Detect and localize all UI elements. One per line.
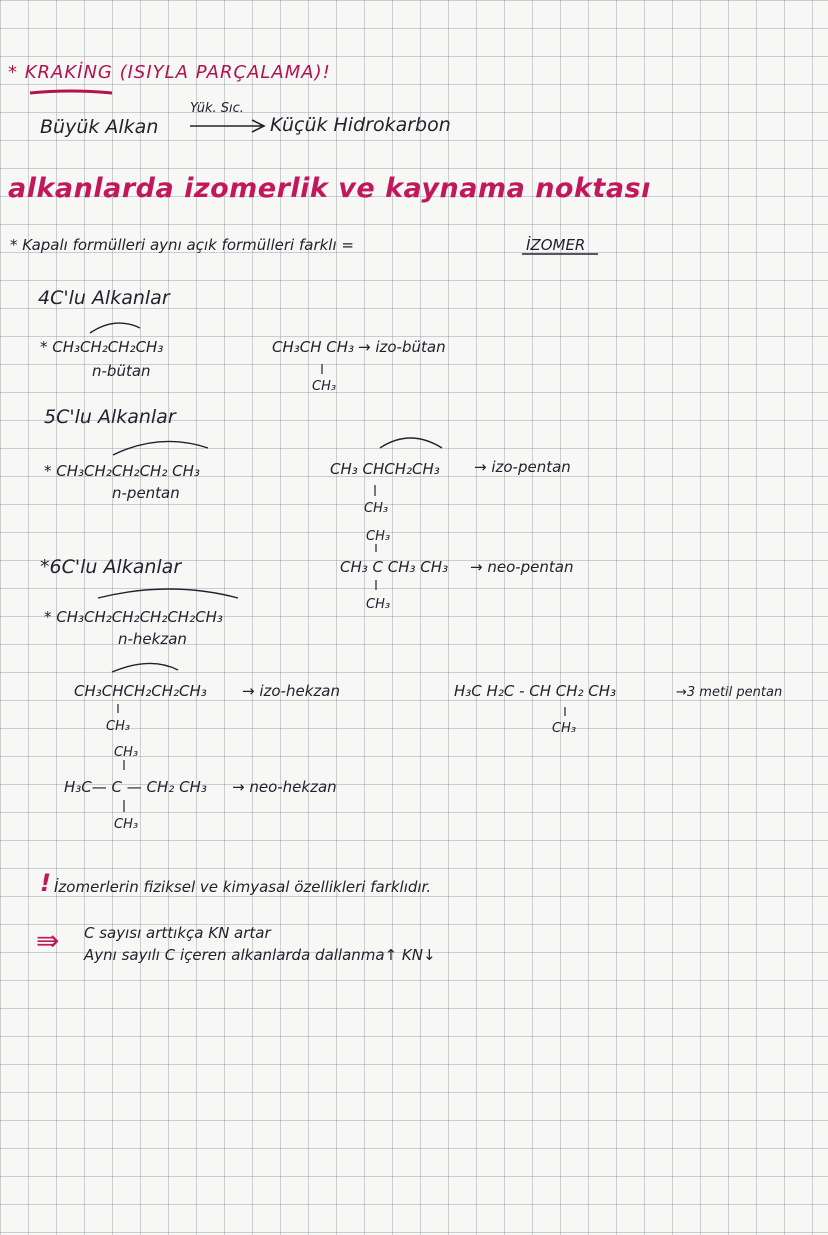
c4-n-formula: * CH₃CH₂CH₂CH₃ (40, 338, 164, 356)
note-exclaim: ! (40, 869, 51, 897)
c6-neo-name: → neo-hekzan (232, 778, 337, 796)
c6-n-formula: * CH₃CH₂CH₂CH₂CH₂CH₃ (44, 608, 223, 626)
c6-iso-formula: CH₃CHCH₂CH₂CH₃ (74, 682, 207, 700)
c6-methyl-name: →3 metil pentan (676, 685, 783, 700)
isomer-definition: * Kapalı formülleri aynı açık formülleri farklı = (10, 236, 354, 254)
c5-neo-bottom: CH₃ (366, 597, 391, 612)
page-heading: alkanlarda izomerlik ve kaynama noktası (8, 173, 651, 204)
c5-neo-top: CH₃ (366, 529, 391, 544)
c6-neo-top: CH₃ (114, 745, 139, 760)
c6-neo-bottom: CH₃ (114, 817, 139, 832)
cracking-reactant: Büyük Alkan (40, 116, 159, 138)
c4-iso-branch: CH₃ (312, 379, 337, 394)
c6-methyl-branch: CH₃ (552, 721, 577, 736)
c5-iso-formula: CH₃ CHCH₂CH₃ (330, 460, 440, 478)
nbutan-arc (90, 323, 140, 333)
c6-methyl-formula: H₃C H₂C - CH CH₂ CH₃ (454, 682, 617, 700)
c5-iso-name: → izo-pentan (474, 458, 571, 476)
ipentan-arc-left (113, 441, 208, 455)
c5-neo-name: → neo-pentan (470, 558, 574, 576)
c4-title: 4C'lu Alkanlar (38, 287, 170, 309)
isomer-term: İZOMER (526, 236, 586, 254)
c5-iso-branch: CH₃ (364, 501, 389, 516)
cracking-title: * KRAKİNG (ISIYLA PARÇALAMA)! (8, 62, 331, 83)
c6-neo-formula: H₃C— C — CH₂ CH₃ (64, 778, 207, 796)
izohekzan-arc (112, 663, 178, 672)
c6-n-name: n-hekzan (118, 630, 187, 648)
c6-title: *6C'lu Alkanlar (40, 556, 182, 578)
cracking-condition: Yük. Sıc. (190, 101, 244, 116)
c6-iso-name: → izo-hekzan (242, 682, 340, 700)
double-arrow-icon: ⇛ (36, 924, 60, 957)
cracking-product: Küçük Hidrokarbon (270, 114, 451, 136)
c6-iso-branch: CH₃ (106, 719, 131, 734)
hekzan-arc (98, 589, 238, 598)
isomer-note: İzomerlerin fiziksel ve kimyasal özellikleri farklıdır. (54, 878, 432, 896)
c4-iso-formula: CH₃CH CH₃ (272, 338, 355, 356)
reaction-arrow (190, 120, 264, 132)
c4-iso-name: → izo-bütan (358, 338, 446, 356)
ipentan-arc-right (380, 438, 442, 448)
rule-branching: Aynı sayılı C içeren alkanlarda dallanma↑ KN↓ (84, 946, 436, 964)
rule-carbon-count: C sayısı arttıkça KN artar (84, 924, 271, 942)
title-underline (30, 91, 112, 93)
c5-n-formula: * CH₃CH₂CH₂CH₂ CH₃ (44, 462, 200, 480)
c5-neo-formula: CH₃ C CH₃ CH₃ (340, 558, 449, 576)
c4-n-name: n-bütan (92, 362, 151, 380)
c5-title: 5C'lu Alkanlar (44, 406, 176, 428)
c5-n-name: n-pentan (112, 484, 180, 502)
